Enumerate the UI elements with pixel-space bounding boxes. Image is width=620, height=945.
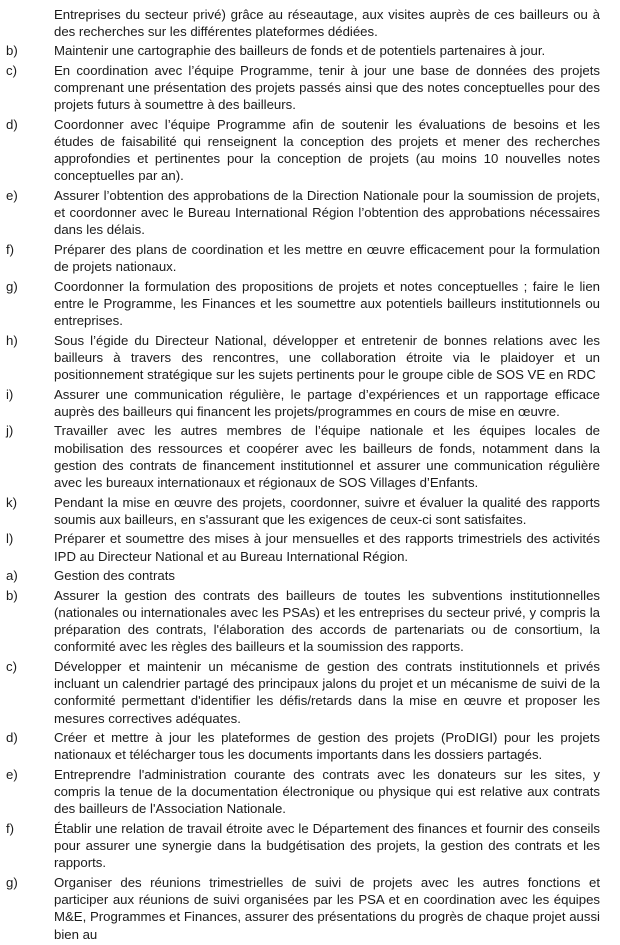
- intro-paragraph: Entreprises du secteur privé) grâce au réseautage, aux visites auprès de ces bailleurs ou à des recherches sur les différentes plateformes dédiées.: [54, 7, 600, 40]
- list-item: [0, 587, 620, 656]
- responsibilities-list: [0, 42, 620, 945]
- list-item-text: Préparer des plans de coordination et les mettre en œuvre efficacement pour la formulation de projets nationaux.: [54, 241, 600, 274]
- list-item-text: Entreprendre l'administration courante des contrats avec les donateurs sur les sites, y compris la tenue de la documentation électronique ou physique qui est relative aux contrats des bailleurs de l'Association Nationale.: [54, 766, 600, 817]
- list-item: [0, 116, 620, 185]
- list-item-marker: f): [6, 241, 15, 257]
- list-item-marker: c): [6, 62, 17, 78]
- list-item: [0, 62, 620, 114]
- list-item-marker: k): [6, 494, 17, 510]
- list-item-text: Établir une relation de travail étroite avec le Département des finances et fournir des conseils pour assurer une synergie dans la budgétisation des projets, la gestion des contrats et les rapports.: [54, 820, 600, 871]
- list-item-text: Coordonner avec l’équipe Programme afin de soutenir les évaluations de besoins et les études de faisabilité qui renseignent la conception des projets et mener des recherches approfondies et pertinentes pour la conception de projets (au moins 10 nouvelles notes conceptuelles par an).: [54, 116, 600, 184]
- list-item-marker: f): [6, 820, 15, 836]
- list-item: [0, 820, 620, 872]
- list-item: [0, 729, 620, 763]
- list-item-marker: d): [6, 730, 18, 746]
- list-item-text: En coordination avec l’équipe Programme, tenir à jour une base de données des projets comprenant une présentation des projets passés ainsi que des notes conceptuelles pour des projets futurs à soumettre à des bailleurs.: [54, 62, 600, 112]
- list-item: [0, 494, 620, 528]
- list-item-text: Préparer et soumettre des mises à jour mensuelles et des rapports trimestriels des activités IPD au Directeur National et au Bureau International Région.: [54, 531, 600, 564]
- list-item-text: Assurer la gestion des contrats des bailleurs de toutes les subventions institutionnelles (nationales ou internationales avec les PSAs) et les entreprises du secteur privé, y compris la préparation des contrats, l'élaboration des accords de partenariats ou de consortium, la conformité avec les règles des bailleurs et la soumission des rapports.: [54, 587, 600, 655]
- list-item-text: Sous l’égide du Directeur National, développer et entretenir de bonnes relations avec les bailleurs à travers des rencontres, une collaboration étroite via le plaidoyer et un positionnement stratégique sur les sujets pertinents pour le groupe cible de SOS VE en RDC: [54, 332, 600, 382]
- list-item-text: Assurer une communication régulière, le partage d’expériences et un rapportage efficace auprès des bailleurs qui financent les projets/programmes en cours de mise en œuvre.: [54, 386, 600, 419]
- list-item-text: Pendant la mise en œuvre des projets, coordonner, suivre et évaluer la qualité des rapports soumis aux bailleurs, en s'assurant que les exigences de ceux-ci sont satisfaites.: [54, 494, 600, 527]
- list-item-text: Créer et mettre à jour les plateformes de gestion des projets (ProDIGI) pour les projets nationaux et télécharger tous les documents importants dans les dossiers partagés.: [54, 730, 600, 763]
- list-item: [0, 567, 620, 584]
- list-item: [0, 278, 620, 330]
- list-item-marker: g): [6, 874, 18, 890]
- list-item-marker: j): [6, 423, 14, 439]
- list-item: [0, 187, 620, 239]
- list-item-marker: i): [6, 386, 14, 402]
- list-item: [0, 874, 620, 943]
- list-item-marker: e): [6, 187, 18, 203]
- list-item: [0, 658, 620, 727]
- list-item: [0, 42, 620, 59]
- list-item-text: Organiser des réunions trimestrielles de suivi de projets avec les autres fonctions et participer aux réunions de suivi organisées par les PSA et en coordination avec les équipes M&E, Programmes et Finances, assurer des présentations du progrès de chaque projet aussi bien au: [54, 874, 600, 942]
- list-item-text: Maintenir une cartographie des bailleurs de fonds et de potentiels partenaires à jour.: [54, 43, 546, 58]
- list-item-marker: b): [6, 587, 18, 603]
- list-item-marker: e): [6, 766, 18, 782]
- list-item: [0, 386, 620, 420]
- list-item-text: Gestion des contrats: [54, 568, 175, 584]
- list-item-marker: l): [6, 531, 14, 547]
- list-item-marker: g): [6, 278, 18, 294]
- list-item-marker: h): [6, 332, 18, 348]
- list-item-marker: d): [6, 116, 18, 132]
- list-item: [0, 332, 620, 384]
- list-item-text: Assurer l’obtention des approbations de la Direction Nationale pour la soumission de projets, et coordonner avec le Bureau International Région l’obtention des approbations nécessaires dans les délais.: [54, 187, 600, 238]
- list-item-marker: a): [6, 568, 18, 584]
- list-item-text: Développer et maintenir un mécanisme de gestion des contrats institutionnels et privés incluant un calendrier partagé des principaux jalons du projet et un mécanisme de suivi de la conformité permettant d'identifier les défis/retards dans la mise en œuvre et proposer les mesures correctives adéquates.: [54, 658, 600, 726]
- list-item: [0, 766, 620, 818]
- list-item-marker: b): [6, 43, 18, 58]
- list-item-text: Coordonner la formulation des propositions de projets et notes conceptuelles ; faire le lien entre le Programme, les Finances et les soumettre aux potentiels bailleurs institutionnels ou entreprises.: [54, 278, 600, 328]
- list-item-marker: c): [6, 658, 17, 674]
- list-item: [0, 422, 620, 491]
- list-item-text: Travailler avec les autres membres de l’équipe nationale et les équipes locales de mobilisation des ressources et coopérer avec les bailleurs de fonds, notamment dans la gestion des contrats de financement institutionnel et assurer une communication régulière avec les bureaux internationaux et régionaux de SOS Villages d’Enfants.: [54, 423, 600, 490]
- list-item: [0, 241, 620, 275]
- list-item: [0, 530, 620, 564]
